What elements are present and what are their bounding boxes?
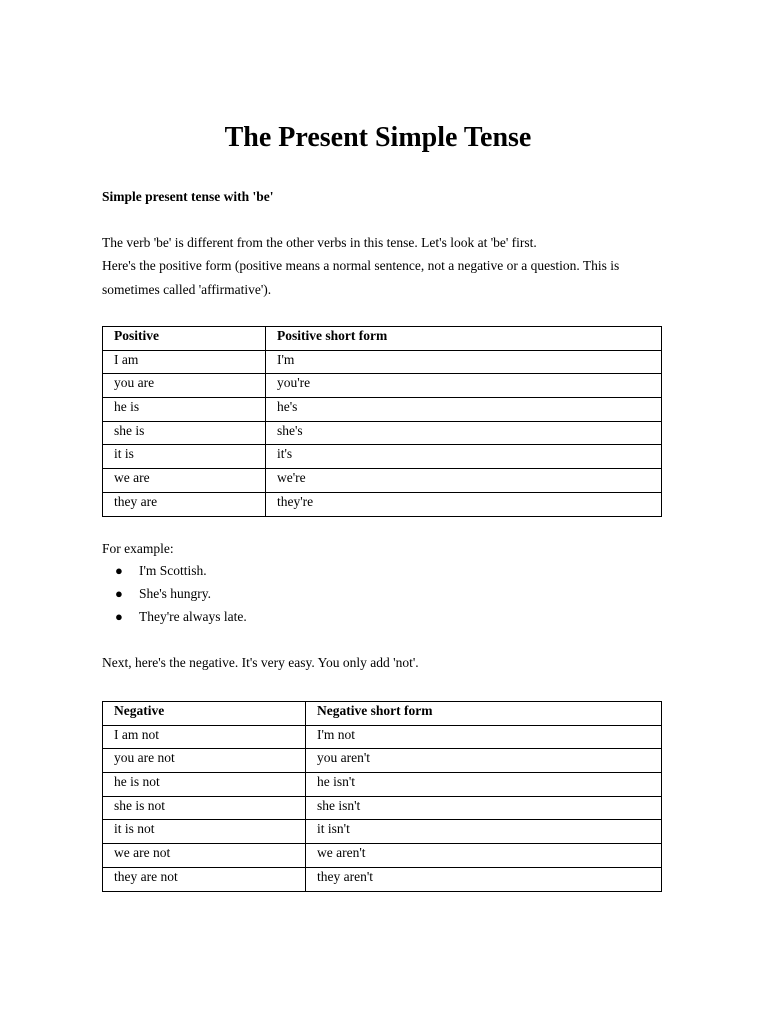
table-cell: it's — [266, 445, 662, 469]
section-subheading: Simple present tense with 'be' — [102, 189, 274, 204]
intro-line: Here's the positive form (positive means a normal sentence, not a negative or a question. This is sometimes called 'affirmative'). — [102, 258, 620, 297]
table-row — [103, 867, 662, 891]
table-cell: I am — [103, 350, 266, 374]
table-row — [103, 796, 662, 820]
table-row — [103, 820, 662, 844]
negative-intro-paragraph: Next, here's the negative. It's very easy. You only add 'not'. — [102, 655, 419, 670]
table-cell: she isn't — [306, 796, 662, 820]
positive-form-table — [102, 326, 662, 517]
example-list — [102, 561, 247, 630]
table-header-cell: Negative short form — [306, 702, 662, 726]
table-cell: it is — [103, 445, 266, 469]
intro-paragraph — [102, 231, 662, 301]
table-row — [103, 350, 662, 374]
table-cell: he isn't — [306, 773, 662, 797]
list-item-text: I'm Scottish. — [139, 563, 207, 578]
table-cell: you aren't — [306, 749, 662, 773]
table-row — [103, 469, 662, 493]
table-row — [103, 445, 662, 469]
negative-form-table — [102, 701, 662, 892]
table-row — [103, 725, 662, 749]
list-item-text: They're always late. — [139, 609, 247, 624]
table-cell: I am not — [103, 725, 306, 749]
table-cell: we are not — [103, 844, 306, 868]
bullet-icon: ● — [115, 609, 123, 624]
table-cell: I'm — [266, 350, 662, 374]
list-item — [102, 607, 247, 630]
table-row — [103, 773, 662, 797]
table-row — [103, 421, 662, 445]
table-row — [103, 374, 662, 398]
table-cell: they are not — [103, 867, 306, 891]
table-cell: they aren't — [306, 867, 662, 891]
table-row — [103, 844, 662, 868]
table-cell: she is — [103, 421, 266, 445]
table-row — [103, 749, 662, 773]
table-header-row — [103, 327, 662, 351]
table-header-cell: Positive — [103, 327, 266, 351]
page-title: The Present Simple Tense — [224, 122, 532, 153]
table-cell: you are not — [103, 749, 306, 773]
table-cell: it is not — [103, 820, 306, 844]
bullet-icon: ● — [115, 586, 123, 601]
table-cell: he is — [103, 398, 266, 422]
table-cell: you are — [103, 374, 266, 398]
table-cell: we aren't — [306, 844, 662, 868]
table-header-cell: Negative — [103, 702, 306, 726]
list-item — [102, 584, 247, 607]
intro-line: The verb 'be' is different from the other verbs in this tense. Let's look at 'be' first. — [102, 235, 537, 250]
table-header-cell: Positive short form — [266, 327, 662, 351]
table-cell: we are — [103, 469, 266, 493]
table-cell: he is not — [103, 773, 306, 797]
list-item — [102, 561, 247, 584]
table-cell: you're — [266, 374, 662, 398]
list-item-text: She's hungry. — [139, 586, 212, 601]
table-cell: it isn't — [306, 820, 662, 844]
table-cell: she's — [266, 421, 662, 445]
table-row — [103, 398, 662, 422]
table-header-row — [103, 702, 662, 726]
table-row — [103, 492, 662, 516]
table-cell: I'm not — [306, 725, 662, 749]
table-cell: she is not — [103, 796, 306, 820]
table-cell: they are — [103, 492, 266, 516]
example-label: For example: — [102, 541, 174, 556]
bullet-icon: ● — [115, 563, 123, 578]
table-cell: we're — [266, 469, 662, 493]
table-cell: he's — [266, 398, 662, 422]
table-cell: they're — [266, 492, 662, 516]
